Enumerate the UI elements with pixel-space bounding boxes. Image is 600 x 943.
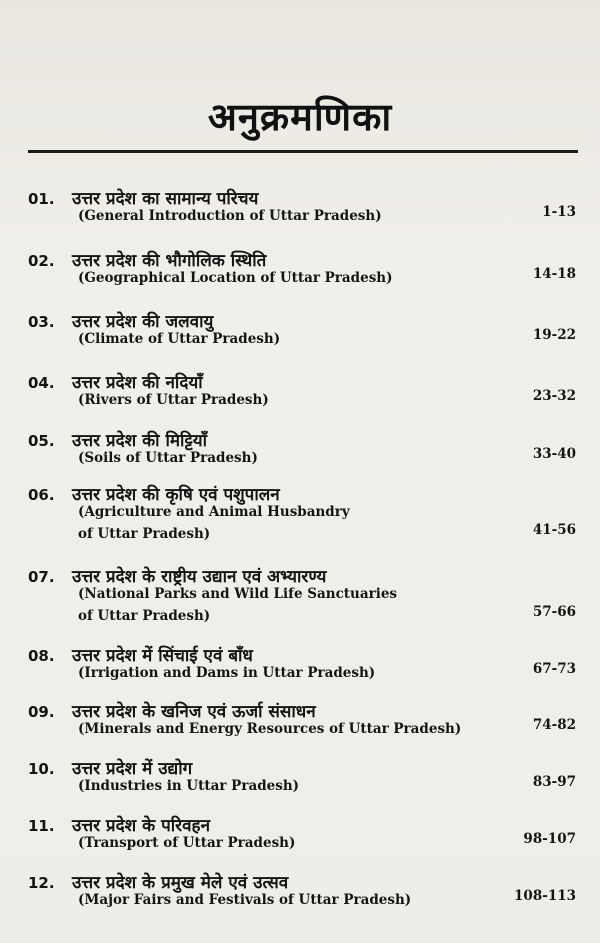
chapter-number: 01.: [28, 190, 55, 208]
page-range: 98-107: [523, 831, 576, 847]
chapter-title-hindi: उत्तर प्रदेश का सामान्य परिचय: [72, 189, 259, 209]
toc-entry: [0, 482, 600, 552]
chapter-title-english: (Agriculture and Animal Husbandry: [78, 504, 350, 520]
chapter-title-english: (National Parks and Wild Life Sanctuaries: [78, 586, 398, 602]
chapter-title-english: (Soils of Uttar Pradesh): [78, 450, 258, 466]
toc-entry: [0, 309, 600, 357]
toc-entry: [0, 186, 600, 234]
chapter-title-english: (Minerals and Energy Resources of Uttar Pradesh): [78, 721, 462, 737]
chapter-title-english: (General Introduction of Uttar Pradesh): [78, 208, 382, 224]
chapter-title-hindi: उत्तर प्रदेश की मिट्टियाँ: [72, 431, 208, 451]
page-range: 14-18: [532, 266, 576, 282]
chapter-number: 04.: [28, 374, 55, 392]
chapter-number: 08.: [28, 647, 55, 665]
chapter-title-hindi: उत्तर प्रदेश की भौगोलिक स्थिति: [72, 251, 267, 271]
page-range: 19-22: [532, 327, 576, 343]
page-range: 57-66: [532, 604, 576, 620]
chapter-title-english: (Geographical Location of Uttar Pradesh): [78, 270, 393, 286]
toc-entry: [0, 870, 600, 918]
chapter-title-english: (Rivers of Uttar Pradesh): [78, 392, 269, 408]
toc-entry: [0, 643, 600, 691]
title-underline: [28, 150, 578, 153]
chapter-title-english: (Major Fairs and Festivals of Uttar Pradesh): [78, 892, 412, 908]
chapter-title-english: (Transport of Uttar Pradesh): [78, 835, 296, 851]
chapter-number: 05.: [28, 432, 55, 450]
chapter-title-hindi: उत्तर प्रदेश के परिवहन: [72, 816, 211, 836]
toc-entry: [0, 248, 600, 296]
chapter-title-hindi: उत्तर प्रदेश के राष्ट्रीय उद्यान एवं अभ्यारण्य: [72, 567, 327, 587]
chapter-title-hindi: उत्तर प्रदेश की नदियाँ: [72, 373, 203, 393]
chapter-title-hindi: उत्तर प्रदेश के प्रमुख मेले एवं उत्सव: [72, 873, 289, 893]
page-range: 83-97: [532, 774, 576, 790]
chapter-title-hindi: उत्तर प्रदेश के खनिज एवं ऊर्जा संसाधन: [72, 702, 316, 722]
page-range: 67-73: [532, 661, 576, 677]
toc-entry: [0, 428, 600, 476]
chapter-number: 09.: [28, 703, 55, 721]
chapter-number: 06.: [28, 486, 55, 504]
chapter-title-hindi: उत्तर प्रदेश में सिंचाई एवं बाँध: [72, 646, 253, 666]
chapter-number: 07.: [28, 568, 55, 586]
chapter-title-english: (Climate of Uttar Pradesh): [78, 331, 281, 347]
chapter-number: 02.: [28, 252, 55, 270]
page-range: 74-82: [532, 717, 576, 733]
toc-entry: [0, 564, 600, 634]
chapter-title-english: (Irrigation and Dams in Uttar Pradesh): [78, 665, 376, 681]
page-range: 108-113: [514, 888, 576, 904]
toc-entry: [0, 370, 600, 418]
chapter-title-hindi: उत्तर प्रदेश की कृषि एवं पशुपालन: [72, 485, 280, 505]
toc-entry: [0, 756, 600, 804]
page-range: 23-32: [532, 388, 576, 404]
page-title: अनुक्रमणिका: [207, 95, 393, 139]
page-range: 33-40: [532, 446, 576, 462]
toc-entry: [0, 699, 600, 747]
page-range: 41-56: [532, 522, 576, 538]
chapter-number: 03.: [28, 313, 55, 331]
chapter-title-english: of Uttar Pradesh): [78, 526, 211, 542]
chapter-number: 10.: [28, 760, 55, 778]
chapter-number: 12.: [28, 874, 55, 892]
page-range: 1-13: [542, 204, 576, 220]
chapter-title-hindi: उत्तर प्रदेश की जलवायु: [72, 312, 214, 332]
chapter-title-english: of Uttar Pradesh): [78, 608, 211, 624]
chapter-title-hindi: उत्तर प्रदेश में उद्योग: [72, 759, 193, 779]
chapter-title-english: (Industries in Uttar Pradesh): [78, 778, 300, 794]
chapter-number: 11.: [28, 817, 55, 835]
toc-entry: [0, 813, 600, 861]
